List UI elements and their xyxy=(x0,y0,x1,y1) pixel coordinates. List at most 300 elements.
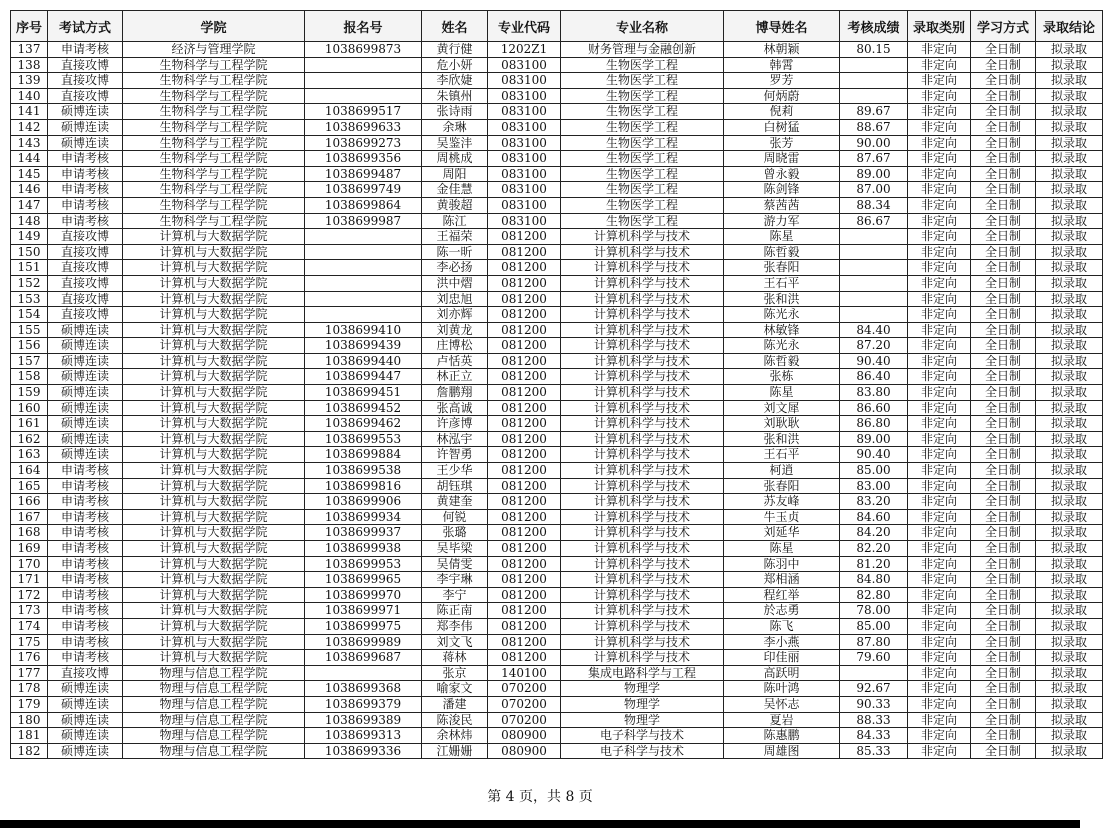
cell-score xyxy=(840,244,908,260)
cell-reg-no: 1038699462 xyxy=(305,416,422,432)
cell-major-name: 计算机科学与技术 xyxy=(561,400,724,416)
cell-seq: 162 xyxy=(11,431,48,447)
cell-seq: 142 xyxy=(11,119,48,135)
cell-major-name: 计算机科学与技术 xyxy=(561,618,724,634)
cell-name: 喻家文 xyxy=(422,681,488,697)
cell-major-code: 081200 xyxy=(488,275,561,291)
cell-category: 非定向 xyxy=(908,696,971,712)
cell-name: 吴鉴沣 xyxy=(422,135,488,151)
table-row xyxy=(11,244,1103,260)
table-row xyxy=(11,307,1103,323)
table-row xyxy=(11,73,1103,89)
cell-category: 非定向 xyxy=(908,88,971,104)
cell-college: 计算机与大数据学院 xyxy=(123,478,305,494)
cell-college: 生物科学与工程学院 xyxy=(123,213,305,229)
cell-category: 非定向 xyxy=(908,353,971,369)
cell-name: 余琳 xyxy=(422,119,488,135)
cell-score xyxy=(840,307,908,323)
cell-exam-method: 申请考核 xyxy=(48,618,123,634)
cell-study-mode: 全日制 xyxy=(971,182,1036,198)
cell-conclusion: 拟录取 xyxy=(1036,634,1103,650)
cell-seq: 137 xyxy=(11,42,48,58)
cell-major-code: 081200 xyxy=(488,494,561,510)
cell-exam-method: 硕博连读 xyxy=(48,104,123,120)
cell-major-name: 生物医学工程 xyxy=(561,213,724,229)
cell-category: 非定向 xyxy=(908,307,971,323)
cell-conclusion: 拟录取 xyxy=(1036,681,1103,697)
cell-score: 85.33 xyxy=(840,743,908,759)
cell-exam-method: 直接攻博 xyxy=(48,88,123,104)
cell-conclusion: 拟录取 xyxy=(1036,369,1103,385)
cell-major-code: 081200 xyxy=(488,416,561,432)
cell-name: 刘文飞 xyxy=(422,634,488,650)
cell-college: 生物科学与工程学院 xyxy=(123,88,305,104)
cell-score: 86.80 xyxy=(840,416,908,432)
cell-reg-no: 1038699934 xyxy=(305,509,422,525)
cell-study-mode: 全日制 xyxy=(971,494,1036,510)
cell-category: 非定向 xyxy=(908,541,971,557)
cell-major-code: 083100 xyxy=(488,88,561,104)
cell-exam-method: 申请考核 xyxy=(48,572,123,588)
cell-name: 危小妍 xyxy=(422,57,488,73)
cell-score xyxy=(840,260,908,276)
cell-seq: 172 xyxy=(11,587,48,603)
cell-college: 计算机与大数据学院 xyxy=(123,291,305,307)
cell-name: 陈一昕 xyxy=(422,244,488,260)
cell-major-name: 计算机科学与技术 xyxy=(561,338,724,354)
cell-score: 86.60 xyxy=(840,400,908,416)
cell-reg-no: 1038699452 xyxy=(305,400,422,416)
cell-conclusion: 拟录取 xyxy=(1036,556,1103,572)
cell-name: 詹鹏翔 xyxy=(422,385,488,401)
cell-conclusion: 拟录取 xyxy=(1036,447,1103,463)
cell-conclusion: 拟录取 xyxy=(1036,229,1103,245)
cell-conclusion: 拟录取 xyxy=(1036,260,1103,276)
cell-major-name: 计算机科学与技术 xyxy=(561,260,724,276)
cell-reg-no: 1038699440 xyxy=(305,353,422,369)
cell-conclusion: 拟录取 xyxy=(1036,385,1103,401)
cell-seq: 158 xyxy=(11,369,48,385)
cell-category: 非定向 xyxy=(908,665,971,681)
cell-conclusion: 拟录取 xyxy=(1036,665,1103,681)
cell-conclusion: 拟录取 xyxy=(1036,166,1103,182)
cell-college: 计算机与大数据学院 xyxy=(123,650,305,666)
cell-major-code: 070200 xyxy=(488,681,561,697)
cell-college: 计算机与大数据学院 xyxy=(123,509,305,525)
cell-major-name: 生物医学工程 xyxy=(561,119,724,135)
cell-major-name: 计算机科学与技术 xyxy=(561,385,724,401)
table-row xyxy=(11,712,1103,728)
cell-conclusion: 拟录取 xyxy=(1036,119,1103,135)
column-header-category: 录取类别 xyxy=(908,11,971,42)
cell-category: 非定向 xyxy=(908,447,971,463)
cell-reg-no: 1038699356 xyxy=(305,151,422,167)
column-header-reg-no: 报名号 xyxy=(305,11,422,42)
table-header-row xyxy=(11,11,1103,42)
table-row xyxy=(11,104,1103,120)
cell-conclusion: 拟录取 xyxy=(1036,696,1103,712)
cell-category: 非定向 xyxy=(908,556,971,572)
cell-name: 庄博松 xyxy=(422,338,488,354)
cell-college: 计算机与大数据学院 xyxy=(123,400,305,416)
table-row xyxy=(11,353,1103,369)
cell-study-mode: 全日制 xyxy=(971,135,1036,151)
table-row xyxy=(11,291,1103,307)
cell-major-name: 计算机科学与技术 xyxy=(561,509,724,525)
cell-college: 计算机与大数据学院 xyxy=(123,525,305,541)
cell-score xyxy=(840,229,908,245)
cell-supervisor: 陈叶鸿 xyxy=(724,681,840,697)
cell-seq: 157 xyxy=(11,353,48,369)
cell-name: 周桃成 xyxy=(422,151,488,167)
cell-major-code: 081200 xyxy=(488,431,561,447)
cell-major-code: 081200 xyxy=(488,525,561,541)
cell-major-code: 081200 xyxy=(488,478,561,494)
cell-reg-no: 1038699379 xyxy=(305,696,422,712)
cell-name: 林泓宇 xyxy=(422,431,488,447)
cell-seq: 151 xyxy=(11,260,48,276)
cell-category: 非定向 xyxy=(908,509,971,525)
cell-seq: 170 xyxy=(11,556,48,572)
cell-major-name: 物理学 xyxy=(561,712,724,728)
cell-score: 88.67 xyxy=(840,119,908,135)
cell-score: 84.60 xyxy=(840,509,908,525)
table-row xyxy=(11,634,1103,650)
cell-major-code: 081200 xyxy=(488,463,561,479)
cell-exam-method: 硕博连读 xyxy=(48,369,123,385)
table-row xyxy=(11,369,1103,385)
cell-score: 84.80 xyxy=(840,572,908,588)
cell-exam-method: 申请考核 xyxy=(48,494,123,510)
cell-exam-method: 硕博连读 xyxy=(48,400,123,416)
cell-score: 81.20 xyxy=(840,556,908,572)
cell-category: 非定向 xyxy=(908,197,971,213)
cell-major-name: 生物医学工程 xyxy=(561,73,724,89)
cell-category: 非定向 xyxy=(908,119,971,135)
cell-supervisor: 陈飞 xyxy=(724,618,840,634)
cell-major-code: 081200 xyxy=(488,509,561,525)
cell-supervisor: 白树猛 xyxy=(724,119,840,135)
cell-reg-no: 1038699965 xyxy=(305,572,422,588)
cell-conclusion: 拟录取 xyxy=(1036,244,1103,260)
cell-major-code: 081200 xyxy=(488,587,561,603)
cell-major-name: 计算机科学与技术 xyxy=(561,587,724,603)
cell-college: 计算机与大数据学院 xyxy=(123,447,305,463)
cell-conclusion: 拟录取 xyxy=(1036,400,1103,416)
cell-score: 83.20 xyxy=(840,494,908,510)
cell-seq: 160 xyxy=(11,400,48,416)
cell-college: 生物科学与工程学院 xyxy=(123,57,305,73)
cell-supervisor: 高跃明 xyxy=(724,665,840,681)
cell-score: 87.20 xyxy=(840,338,908,354)
cell-study-mode: 全日制 xyxy=(971,556,1036,572)
cell-reg-no xyxy=(305,57,422,73)
cell-reg-no xyxy=(305,291,422,307)
cell-category: 非定向 xyxy=(908,166,971,182)
table-row xyxy=(11,743,1103,759)
cell-reg-no xyxy=(305,275,422,291)
cell-major-name: 计算机科学与技术 xyxy=(561,494,724,510)
cell-reg-no: 1038699487 xyxy=(305,166,422,182)
cell-major-name: 生物医学工程 xyxy=(561,197,724,213)
cell-major-name: 计算机科学与技术 xyxy=(561,307,724,323)
cell-study-mode: 全日制 xyxy=(971,166,1036,182)
cell-category: 非定向 xyxy=(908,494,971,510)
cell-seq: 168 xyxy=(11,525,48,541)
cell-exam-method: 硕博连读 xyxy=(48,681,123,697)
cell-supervisor: 曾永毅 xyxy=(724,166,840,182)
cell-study-mode: 全日制 xyxy=(971,603,1036,619)
cell-reg-no: 1038699447 xyxy=(305,369,422,385)
cell-major-code: 081200 xyxy=(488,291,561,307)
table-row xyxy=(11,650,1103,666)
cell-major-code: 081200 xyxy=(488,634,561,650)
cell-supervisor: 王石平 xyxy=(724,447,840,463)
cell-study-mode: 全日制 xyxy=(971,650,1036,666)
column-header-name: 姓名 xyxy=(422,11,488,42)
cell-score: 79.60 xyxy=(840,650,908,666)
cell-category: 非定向 xyxy=(908,463,971,479)
table-row xyxy=(11,166,1103,182)
cell-conclusion: 拟录取 xyxy=(1036,525,1103,541)
cell-reg-no: 1038699816 xyxy=(305,478,422,494)
cell-name: 朱镇州 xyxy=(422,88,488,104)
cell-major-code: 081200 xyxy=(488,338,561,354)
cell-exam-method: 硕博连读 xyxy=(48,416,123,432)
cell-major-code: 070200 xyxy=(488,696,561,712)
cell-seq: 165 xyxy=(11,478,48,494)
cell-seq: 147 xyxy=(11,197,48,213)
column-header-exam-method: 考试方式 xyxy=(48,11,123,42)
table-row xyxy=(11,135,1103,151)
cell-name: 周阳 xyxy=(422,166,488,182)
page-footer: 第 4 页，共 8 页 xyxy=(487,789,593,805)
cell-study-mode: 全日制 xyxy=(971,104,1036,120)
cell-college: 计算机与大数据学院 xyxy=(123,244,305,260)
table-row xyxy=(11,119,1103,135)
cell-score xyxy=(840,88,908,104)
cell-seq: 140 xyxy=(11,88,48,104)
cell-study-mode: 全日制 xyxy=(971,73,1036,89)
cell-exam-method: 直接攻博 xyxy=(48,307,123,323)
cell-seq: 169 xyxy=(11,541,48,557)
cell-study-mode: 全日制 xyxy=(971,244,1036,260)
cell-category: 非定向 xyxy=(908,385,971,401)
cell-major-code: 070200 xyxy=(488,712,561,728)
cell-major-name: 计算机科学与技术 xyxy=(561,353,724,369)
cell-college: 计算机与大数据学院 xyxy=(123,338,305,354)
cell-major-code: 083100 xyxy=(488,73,561,89)
cell-reg-no: 1038699451 xyxy=(305,385,422,401)
cell-category: 非定向 xyxy=(908,229,971,245)
cell-college: 计算机与大数据学院 xyxy=(123,634,305,650)
table-row xyxy=(11,681,1103,697)
cell-college: 物理与信息工程学院 xyxy=(123,743,305,759)
cell-major-name: 财务管理与金融创新 xyxy=(561,42,724,58)
table-row xyxy=(11,541,1103,557)
cell-college: 计算机与大数据学院 xyxy=(123,260,305,276)
cell-major-name: 生物医学工程 xyxy=(561,151,724,167)
cell-conclusion: 拟录取 xyxy=(1036,572,1103,588)
cell-college: 物理与信息工程学院 xyxy=(123,665,305,681)
cell-supervisor: 印佳丽 xyxy=(724,650,840,666)
cell-supervisor: 於志勇 xyxy=(724,603,840,619)
cell-exam-method: 硕博连读 xyxy=(48,353,123,369)
cell-score xyxy=(840,291,908,307)
cell-seq: 144 xyxy=(11,151,48,167)
cell-seq: 171 xyxy=(11,572,48,588)
table-row xyxy=(11,447,1103,463)
cell-major-code: 083100 xyxy=(488,151,561,167)
cell-major-name: 计算机科学与技术 xyxy=(561,322,724,338)
cell-reg-no xyxy=(305,307,422,323)
cell-score: 85.00 xyxy=(840,463,908,479)
cell-college: 计算机与大数据学院 xyxy=(123,229,305,245)
column-header-supervisor: 博导姓名 xyxy=(724,11,840,42)
cell-exam-method: 申请考核 xyxy=(48,197,123,213)
cell-supervisor: 陈哲毅 xyxy=(724,353,840,369)
cell-category: 非定向 xyxy=(908,712,971,728)
cell-reg-no: 1038699864 xyxy=(305,197,422,213)
cell-major-code: 081200 xyxy=(488,369,561,385)
cell-conclusion: 拟录取 xyxy=(1036,338,1103,354)
cell-seq: 145 xyxy=(11,166,48,182)
cell-major-name: 计算机科学与技术 xyxy=(561,634,724,650)
cell-seq: 148 xyxy=(11,213,48,229)
cell-score: 84.33 xyxy=(840,728,908,744)
cell-study-mode: 全日制 xyxy=(971,416,1036,432)
cell-score: 90.40 xyxy=(840,353,908,369)
table-row xyxy=(11,572,1103,588)
cell-major-code: 083100 xyxy=(488,182,561,198)
column-header-seq: 序号 xyxy=(11,11,48,42)
cell-score xyxy=(840,275,908,291)
cell-supervisor: 陈星 xyxy=(724,385,840,401)
cell-reg-no: 1038699538 xyxy=(305,463,422,479)
cell-major-code: 081200 xyxy=(488,229,561,245)
cell-seq: 163 xyxy=(11,447,48,463)
cell-college: 计算机与大数据学院 xyxy=(123,541,305,557)
cell-exam-method: 直接攻博 xyxy=(48,291,123,307)
table-row xyxy=(11,665,1103,681)
cell-conclusion: 拟录取 xyxy=(1036,587,1103,603)
cell-seq: 177 xyxy=(11,665,48,681)
cell-study-mode: 全日制 xyxy=(971,88,1036,104)
cell-conclusion: 拟录取 xyxy=(1036,353,1103,369)
cell-major-name: 生物医学工程 xyxy=(561,88,724,104)
cell-seq: 181 xyxy=(11,728,48,744)
column-header-score: 考核成绩 xyxy=(840,11,908,42)
cell-seq: 174 xyxy=(11,618,48,634)
cell-exam-method: 申请考核 xyxy=(48,166,123,182)
cell-name: 黄建奎 xyxy=(422,494,488,510)
cell-category: 非定向 xyxy=(908,104,971,120)
cell-conclusion: 拟录取 xyxy=(1036,42,1103,58)
table-row xyxy=(11,618,1103,634)
cell-exam-method: 硕博连读 xyxy=(48,135,123,151)
cell-study-mode: 全日制 xyxy=(971,400,1036,416)
cell-study-mode: 全日制 xyxy=(971,307,1036,323)
cell-seq: 146 xyxy=(11,182,48,198)
cell-reg-no xyxy=(305,665,422,681)
cell-college: 计算机与大数据学院 xyxy=(123,385,305,401)
cell-exam-method: 硕博连读 xyxy=(48,385,123,401)
cell-category: 非定向 xyxy=(908,322,971,338)
cell-score: 89.00 xyxy=(840,166,908,182)
cell-category: 非定向 xyxy=(908,681,971,697)
cell-major-name: 生物医学工程 xyxy=(561,166,724,182)
cell-college: 经济与管理学院 xyxy=(123,42,305,58)
cell-name: 张京 xyxy=(422,665,488,681)
cell-name: 张璐 xyxy=(422,525,488,541)
cell-study-mode: 全日制 xyxy=(971,665,1036,681)
cell-conclusion: 拟录取 xyxy=(1036,197,1103,213)
cell-score: 80.15 xyxy=(840,42,908,58)
cell-study-mode: 全日制 xyxy=(971,151,1036,167)
cell-seq: 180 xyxy=(11,712,48,728)
cell-supervisor: 林朝颖 xyxy=(724,42,840,58)
cell-name: 林正立 xyxy=(422,369,488,385)
cell-supervisor: 陈星 xyxy=(724,541,840,557)
cell-study-mode: 全日制 xyxy=(971,572,1036,588)
cell-supervisor: 陈惠鹏 xyxy=(724,728,840,744)
table-row xyxy=(11,478,1103,494)
cell-name: 陈浚民 xyxy=(422,712,488,728)
cell-name: 刘黄龙 xyxy=(422,322,488,338)
cell-college: 计算机与大数据学院 xyxy=(123,463,305,479)
cell-exam-method: 直接攻博 xyxy=(48,275,123,291)
cell-major-name: 计算机科学与技术 xyxy=(561,431,724,447)
cell-major-name: 计算机科学与技术 xyxy=(561,244,724,260)
cell-supervisor: 苏友峰 xyxy=(724,494,840,510)
cell-study-mode: 全日制 xyxy=(971,119,1036,135)
cell-name: 许智勇 xyxy=(422,447,488,463)
table-row xyxy=(11,556,1103,572)
cell-major-code: 083100 xyxy=(488,119,561,135)
cell-score xyxy=(840,73,908,89)
cell-seq: 178 xyxy=(11,681,48,697)
cell-score xyxy=(840,57,908,73)
cell-college: 生物科学与工程学院 xyxy=(123,166,305,182)
cell-category: 非定向 xyxy=(908,634,971,650)
cell-major-name: 物理学 xyxy=(561,681,724,697)
cell-major-name: 电子科学与技术 xyxy=(561,728,724,744)
cell-name: 刘亦辉 xyxy=(422,307,488,323)
cell-seq: 161 xyxy=(11,416,48,432)
table-row xyxy=(11,603,1103,619)
cell-score: 92.67 xyxy=(840,681,908,697)
cell-exam-method: 硕博连读 xyxy=(48,338,123,354)
cell-supervisor: 陈羽中 xyxy=(724,556,840,572)
cell-reg-no xyxy=(305,260,422,276)
cell-supervisor: 陈剑锋 xyxy=(724,182,840,198)
cell-score: 88.33 xyxy=(840,712,908,728)
cell-supervisor: 周晓雷 xyxy=(724,151,840,167)
table-row xyxy=(11,431,1103,447)
cell-major-name: 计算机科学与技术 xyxy=(561,463,724,479)
table-row xyxy=(11,587,1103,603)
table-row xyxy=(11,400,1103,416)
cell-supervisor: 罗芳 xyxy=(724,73,840,89)
cell-study-mode: 全日制 xyxy=(971,587,1036,603)
cell-reg-no xyxy=(305,73,422,89)
cell-exam-method: 直接攻博 xyxy=(48,57,123,73)
cell-name: 余林炜 xyxy=(422,728,488,744)
cell-name: 蒋林 xyxy=(422,650,488,666)
table-body xyxy=(11,42,1103,759)
cell-supervisor: 吴怀志 xyxy=(724,696,840,712)
cell-study-mode: 全日制 xyxy=(971,541,1036,557)
